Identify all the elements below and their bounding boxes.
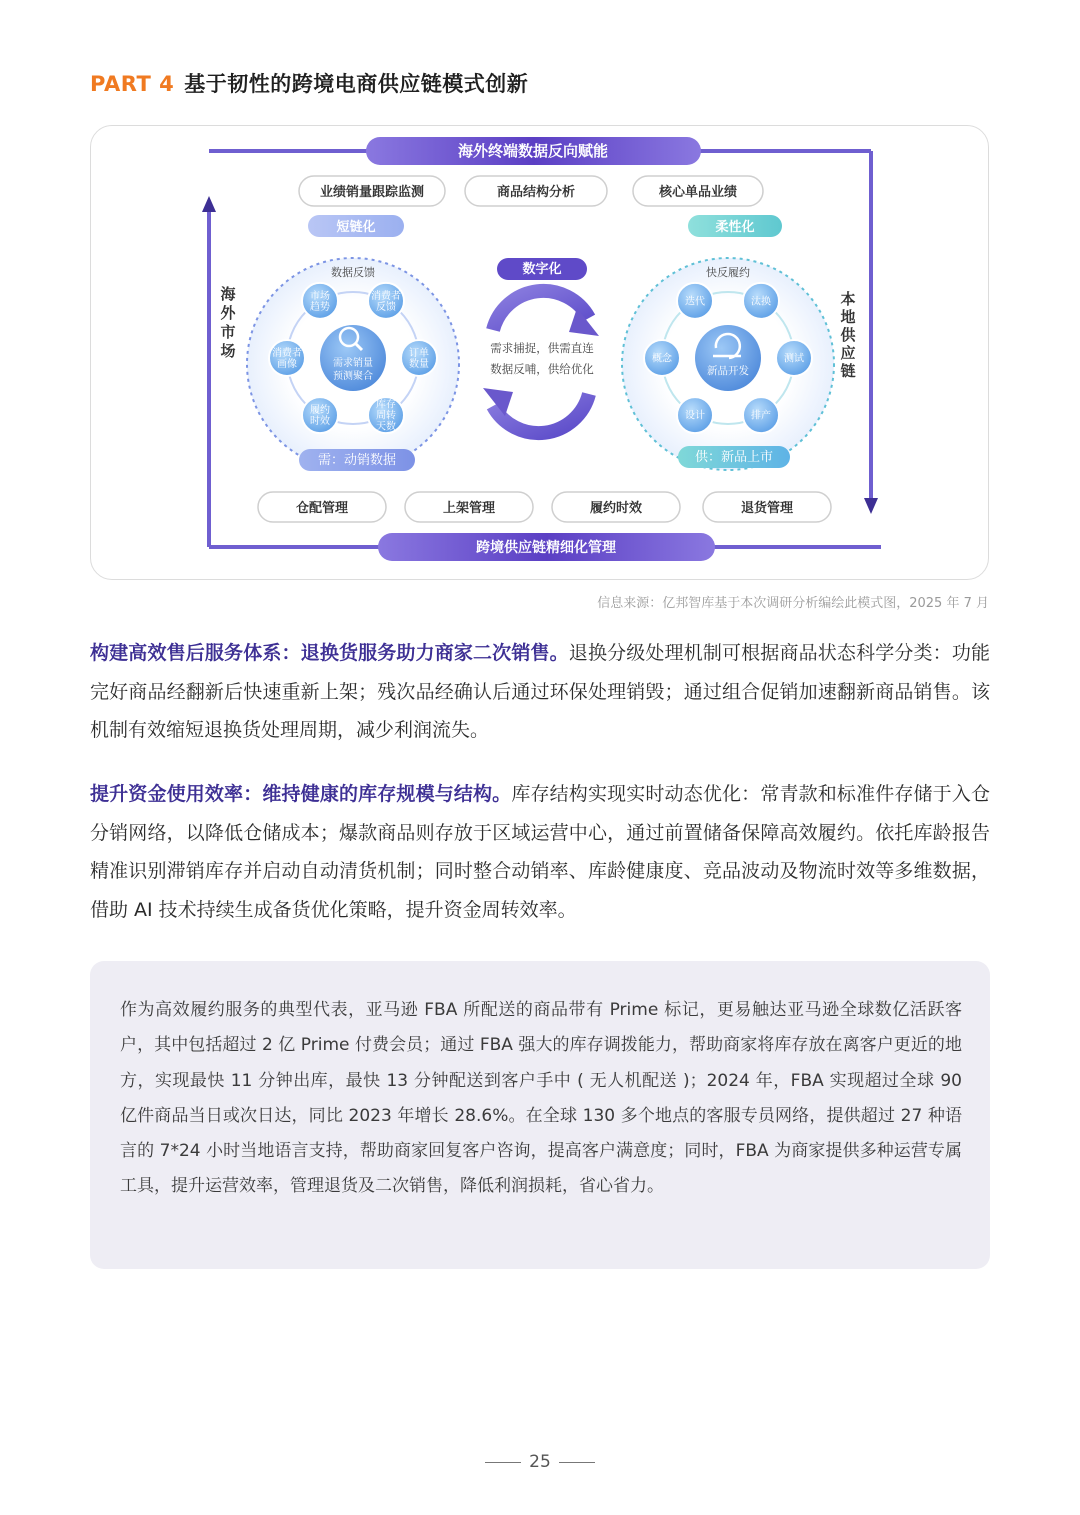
right-center-text: 新品开发 (707, 365, 749, 377)
pill-sales-tracking: 业绩销量跟踪监测 (319, 185, 425, 200)
right-cycle-node-label: 测试 (784, 353, 804, 365)
left-side-label-char: 外 (220, 304, 236, 322)
tag-flexible: 柔性化 (715, 220, 755, 235)
caption-fast-response: 快反履约 (706, 266, 750, 279)
left-cycle-node-label: 画像 (277, 359, 297, 370)
left-cycle-node-label: 市场 (310, 290, 330, 302)
paragraph-1-body: 退换分级处理机制可根据商品状态科学分类：功能完好商品经翻新后快速重新上架；残次品经确认后通过环保处理销毁；通过组合促销加速翻新商品销售。该机制有效缩短退换货处理周期，减少利润流失。 (90, 642, 990, 741)
left-cycle-node-label: 天数 (376, 421, 396, 433)
left-cycle-node-label: 数量 (409, 359, 429, 370)
top-banner-text: 海外终端数据反向赋能 (457, 142, 609, 160)
caption-data-feedback: 数据反馈 (331, 266, 375, 279)
right-cycle-node-label: 设计 (685, 410, 705, 422)
left-cycle-node-label: 趋势 (310, 301, 330, 313)
left-side-label-char: 场 (220, 342, 236, 360)
right-side-label-char: 地 (840, 308, 856, 326)
top-pills (299, 176, 763, 206)
paragraph-after-sales (90, 634, 990, 750)
left-cycle-node-label: 时效 (310, 416, 330, 428)
right-side-label-char: 供 (840, 326, 856, 344)
left-center-line-1: 需求销量 (333, 358, 373, 369)
middle-line-2: 数据反哺，供给优化 (490, 362, 594, 376)
left-side-label-char: 市 (220, 323, 236, 341)
top-banner (366, 137, 701, 165)
right-cycle (622, 215, 834, 470)
source-note: 信息来源：亿邦智库基于本次调研分析编绘此模式图，2025 年 7 月 (597, 596, 989, 611)
tag-digitization: 数字化 (522, 262, 562, 277)
page-number (0, 1452, 1080, 1472)
left-cycle-node-label: 库存 (376, 399, 396, 411)
page-rule-left (485, 1462, 521, 1463)
middle-digitization (483, 258, 599, 433)
pill-listing: 上架管理 (442, 501, 496, 516)
part-number: PART 4 (90, 72, 175, 96)
left-cycle-node-label: 消费者 (371, 290, 401, 302)
left-cycle-node-label: 反馈 (376, 301, 396, 313)
supply-chain-diagram (90, 125, 989, 580)
section-title: 基于韧性的跨境电商供应链模式创新 (184, 72, 529, 96)
paragraph-2-body: 库存结构实现实时动态优化：常青款和标准件存储于入仓分销网络，以降低仓储成本；爆款商品则存放于区域运营中心，通过前置储备保障高效履约。依托库龄报告精准识别滞销库存并启动自动清货机制；同时整合动销率、库龄健康度、竞品波动及物流时效等多维数据，借助 AI 技术持续生成备货优化策略，提升资金周转效率。 (90, 783, 990, 921)
left-cycle (247, 215, 459, 471)
pill-core-sku: 核心单品业绩 (658, 185, 738, 200)
bottom-banner (378, 533, 715, 561)
right-side-label-char: 应 (840, 344, 856, 362)
right-side-label-char: 链 (840, 362, 856, 380)
footer-supply: 供：新品上市 (694, 450, 774, 465)
paragraph-1-lead: 构建高效售后服务体系：退换货服务助力商家二次销售。 (90, 642, 569, 664)
left-cycle-node-label: 订单 (409, 348, 429, 359)
left-side-label-char: 海 (220, 285, 236, 303)
right-cycle-node-label: 排产 (751, 410, 771, 422)
page-rule-right (559, 1462, 595, 1463)
fba-callout-box (90, 961, 990, 1269)
footer-demand: 需：动销数据 (317, 453, 397, 468)
right-cycle-node-label: 概念 (652, 353, 672, 365)
paragraph-capital-efficiency (90, 775, 990, 929)
bottom-pills (258, 492, 831, 522)
left-cycle-node-label: 履约 (310, 405, 330, 417)
right-cycle-node-label: 汰换 (751, 296, 771, 308)
pill-returns: 退货管理 (740, 501, 794, 516)
bottom-banner-text: 跨境供应链精细化管理 (476, 540, 616, 556)
pill-fulfillment-time: 履约时效 (589, 501, 643, 516)
right-side-label (840, 290, 856, 380)
diagram-svg (91, 126, 990, 581)
tag-short-chain: 短链化 (336, 220, 376, 235)
left-center-line-2: 预测聚合 (333, 371, 373, 382)
right-side-label-char: 本 (840, 290, 856, 308)
paragraph-2-lead: 提升资金使用效率：维持健康的库存规模与结构。 (90, 783, 512, 805)
left-cycle-node-label: 消费者 (272, 348, 302, 359)
pill-warehouse: 仓配管理 (295, 501, 349, 516)
left-side-label (220, 285, 236, 360)
right-cycle-node-label: 迭代 (685, 296, 705, 308)
page-number-text: 25 (529, 1452, 551, 1472)
callout-text: 作为高效履约服务的典型代表，亚马逊 FBA 所配送的商品带有 Prime 标记，更易触达亚马逊全球数亿活跃客户，其中包括超过 2 亿 Prime 付费会员；通过 FBA 强大的库存调拨能力，帮助商家将库存放在离客户更近的地方，实现最快 11 分钟出库，最快 13 分钟配送到客户手中 ( 无人机配送 )；2024 年，FBA 实现超过全球 90 亿件商品当日或次日达，同比 2023 年增长 28.6%。在全球 130 多个地点的客服专员网络，提供超过 27 种语言的 7*24 小时当地语言支持，帮助商家回复客户咨询，提高客户满意度；同时，FBA 为商家提供多种运营专属工具，提升运营效率，管理退货及二次销售，降低利润损耗，省心省力。 (120, 1000, 962, 1197)
pill-structure-analysis: 商品结构分析 (496, 185, 576, 200)
left-cycle-node-label: 周转 (376, 410, 396, 422)
middle-line-1: 需求捕捉，供需直连 (490, 341, 594, 355)
section-heading (90, 68, 528, 98)
